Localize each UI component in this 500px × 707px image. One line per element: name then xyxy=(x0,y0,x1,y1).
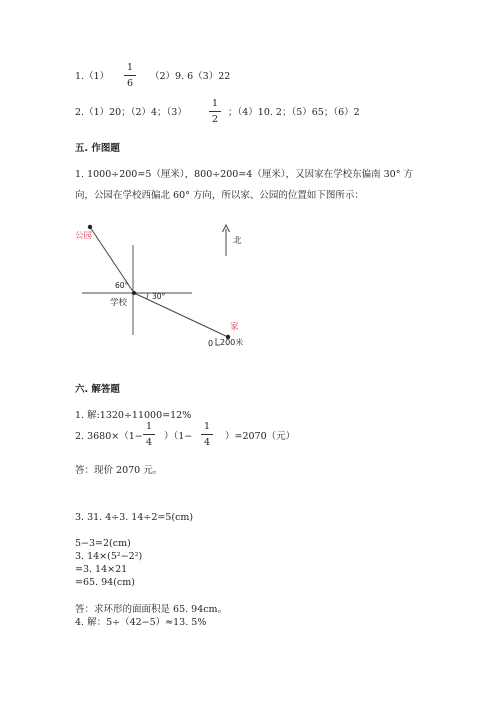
solution-2-part-1: 2. 3680×（1− xyxy=(75,431,143,442)
angle-60-label: 60° xyxy=(115,281,129,290)
section-title-solutions: 六. 解答题 xyxy=(75,384,120,395)
answer-1-rest: （2）9. 6（3）22 xyxy=(150,71,231,82)
north-label: 北 xyxy=(233,236,242,246)
park-label: 公园 xyxy=(75,231,93,241)
school-point xyxy=(132,291,136,295)
answer-2-rest: ；（4）10. 2；（5）65；（6）2 xyxy=(228,107,360,118)
solution-4: 4. 解：5÷（42−5）≈13. 5% xyxy=(75,617,207,628)
solution-2-answer: 答：现价 2070 元。 xyxy=(75,465,163,476)
location-diagram xyxy=(0,215,500,375)
drawing-explanation-line-2: 向，公园在学校西偏北 60° 方向，所以家、公园的位置如下图所示： xyxy=(75,190,364,201)
answer-1-prefix: 1.（1） xyxy=(75,71,110,82)
solution-2-fraction-1 xyxy=(143,421,155,448)
section-title-drawing: 五. 作图题 xyxy=(75,143,120,154)
scale-zero-label: 0 xyxy=(208,339,214,348)
fraction-numerator: 1 xyxy=(124,62,136,76)
answer-2-fraction xyxy=(209,98,221,125)
line-to-home xyxy=(134,293,228,337)
fraction-denominator: 4 xyxy=(203,437,211,448)
fraction-denominator: 6 xyxy=(126,78,134,89)
fraction-numerator: 1 xyxy=(143,421,155,435)
home-label: 家 xyxy=(230,322,239,332)
fraction-denominator: 2 xyxy=(211,114,219,125)
drawing-explanation-line-1: 1. 1000÷200=5（厘米），800÷200=4（厘米），又因家在学校东偏南 30° 方 xyxy=(75,169,413,180)
solution-3-line-5: =65. 94(cm) xyxy=(75,577,135,588)
angle-arc-30 xyxy=(147,293,149,300)
solution-2-fraction-2 xyxy=(201,421,213,448)
solution-3-line-2: 5−3=2(cm) xyxy=(75,538,131,549)
park-point xyxy=(88,225,92,229)
solution-2-part-2: ）（1− xyxy=(164,431,193,442)
solution-1: 1. 解:1320÷11000=12% xyxy=(75,410,192,421)
school-label: 学校 xyxy=(110,298,128,308)
solution-3-line-1: 3. 31. 4÷3. 14÷2=5(cm) xyxy=(75,512,194,523)
fraction-denominator: 4 xyxy=(145,437,153,448)
answer-1-fraction xyxy=(124,62,136,89)
fraction-numerator: 1 xyxy=(209,98,221,112)
answer-2-prefix: 2.（1）20；（2）4；（3） xyxy=(75,107,187,118)
angle-30-label: 30° xyxy=(152,292,166,301)
fraction-numerator: 1 xyxy=(201,421,213,435)
solution-3-answer: 答：求环形的面面积是 65. 94cm。 xyxy=(75,604,228,615)
solution-3-line-3: 3. 14×(5²−2²) xyxy=(75,551,143,562)
scale-distance-label: 200米 xyxy=(220,338,244,347)
solution-3-line-4: =3. 14×21 xyxy=(75,564,128,575)
solution-2-part-3: ）=2070（元） xyxy=(225,431,296,442)
